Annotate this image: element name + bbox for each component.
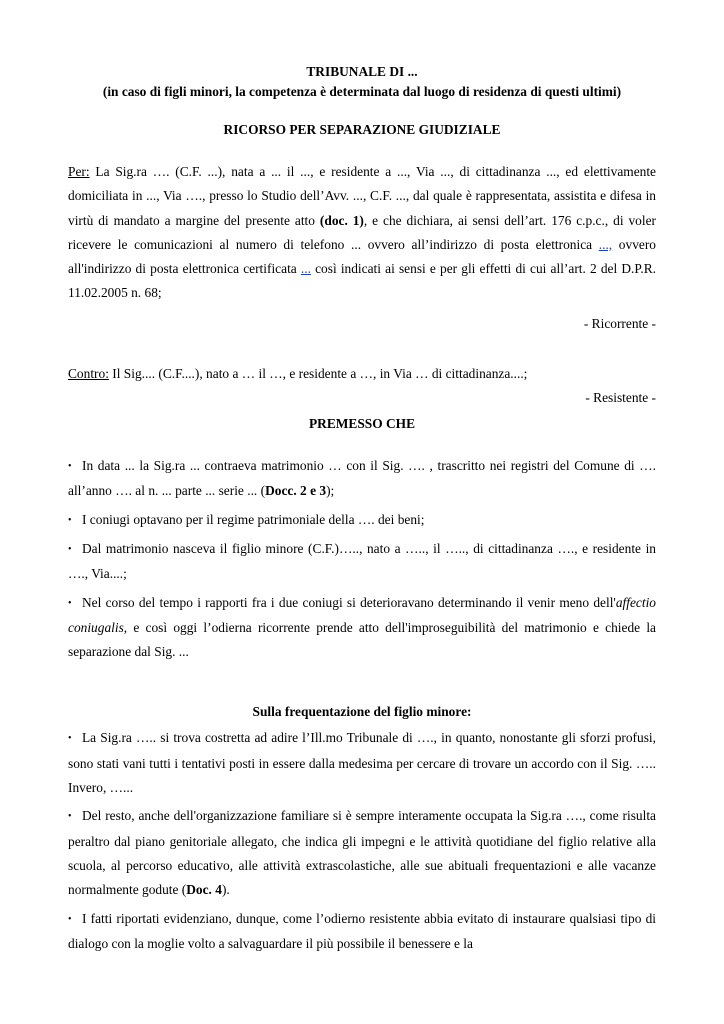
bullet-icon: • xyxy=(68,811,72,823)
frequentazione-title: Sulla frequentazione del figlio minore: xyxy=(252,704,472,720)
per-text-4: così indicati ai sensi e per gli effetti di cui all’art. 2 del D.P.R. 11.02.2005 n. 68; xyxy=(68,261,656,301)
document-body xyxy=(68,62,656,956)
premesso-item-1: • In data ... la Sig.ra ... contraeva matrimonio … con il Sig. …. , trascritto nei registri del Comune di …. all’anno …. al n. ... parte ... serie ... (Docc. 2 e 3); xyxy=(68,454,656,504)
contro-text: Il Sig.... (C.F....), nato a … il …, e residente a …, in Via … di cittadinanza....; xyxy=(108,365,528,381)
bullet-icon: • xyxy=(68,461,72,473)
premesso-item-4: • Nel corso del tempo i rapporti fra i due coniugi si deterioravano determinando il venir meno dell'affectio coniugalis, e così oggi l’odierna ricorrente prende atto dell'improseguibilità del matrimonio e chiede la separazione dal Sig. ... xyxy=(68,591,656,665)
frequentazione-item-3: • I fatti riportati evidenziano, dunque, come l’odierno resistente abbia evitato di instaurare qualsiasi tipo di dialogo con la moglie volto a salvaguardare il più possibile il benessere e la xyxy=(68,907,656,957)
premesso-item-2: • I coniugi optavano per il regime patrimoniale della …. dei beni; xyxy=(68,508,656,533)
frequentazione-item-2: • Del resto, anche dell'organizzazione familiare si è sempre interamente occupata la Sig.ra …., come risulta peraltro dal piano genitoriale allegato, che indica gli impegni e le attività quotidiane del figlio relative alla scuola, al percorso educativo, alle attività extrascolastiche, alle sue abituali frequentazioni e alle vacanze normalmente godute (Doc. 4). xyxy=(68,804,656,902)
contro-paragraph xyxy=(68,362,656,386)
pec-link[interactable]: ... xyxy=(300,261,311,277)
bullet-icon: • xyxy=(68,543,72,555)
per-text-1: La Sig.ra …. (C.F. ...), nata a ... il ..., e residente a ..., Via ..., di cittadinanza ..., ed elettivamente domiciliata in ..., Via …., presso lo Studio dell’Avv. ..., C.F. ..., dal quale è rappresentata, assistita e difesa in virtù di mandato a margine del presente atto xyxy=(68,164,656,228)
contro-label: Contro: xyxy=(68,365,109,381)
premesso-item-3: • Dal matrimonio nasceva il figlio minore (C.F.)….., nato a ….., il ….., di cittadinanza …., e residente in …., Via....; xyxy=(68,537,656,587)
court-note: (in caso di figli minori, la competenza è determinata dal luogo di residenza di questi ultimi) xyxy=(102,84,622,99)
resistente-label: - Resistente - xyxy=(585,390,656,406)
bullet-icon: • xyxy=(68,733,72,745)
ricorrente-label: - Ricorrente - xyxy=(583,315,656,331)
per-paragraph xyxy=(68,160,656,306)
court-heading: TRIBUNALE DI ... xyxy=(306,64,418,79)
doc4-ref: Doc. 4 xyxy=(186,882,222,898)
document-title: RICORSO PER SEPARAZIONE GIUDIZIALE xyxy=(223,122,501,137)
premesso-title: PREMESSO CHE xyxy=(308,416,416,432)
affectio-term: affectio coniugalis xyxy=(68,594,656,635)
per-text-2: , e che dichiara, ai sensi dell’art. 176 c.p.c., di voler ricevere le comunicazioni al numero di telefono ... ovvero all’indirizzo di posta elettronica xyxy=(68,212,656,252)
bullet-icon: • xyxy=(68,514,72,526)
docs-2-3-ref: Docc. 2 e 3 xyxy=(265,483,327,499)
email-link[interactable]: ..., xyxy=(598,236,613,252)
frequentazione-item-1: • La Sig.ra ….. si trova costretta ad adire l’Ill.mo Tribunale di …., in quanto, nonostante gli sforzi profusi, sono stati vani tutti i tentativi posti in essere dalla medesima per cercare di trovare un accordo con il Sig. ….. Invero, …... xyxy=(68,726,656,800)
per-text-3: ovvero all'indirizzo di posta elettronica certificata xyxy=(68,236,656,277)
bullet-icon: • xyxy=(68,597,72,609)
doc1-ref: (doc. 1) xyxy=(319,212,364,228)
per-label: Per: xyxy=(68,164,90,179)
bullet-icon: • xyxy=(68,913,72,925)
